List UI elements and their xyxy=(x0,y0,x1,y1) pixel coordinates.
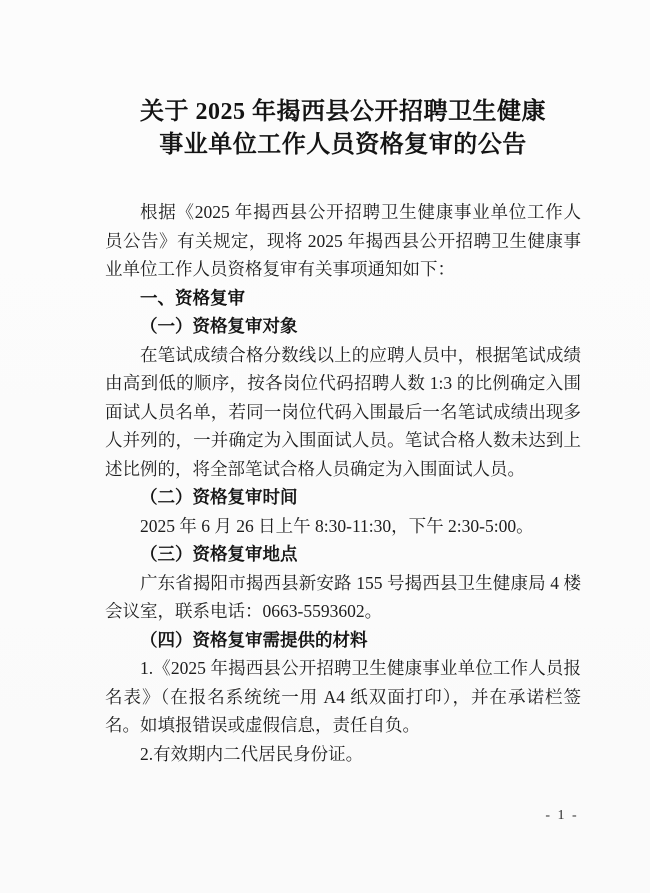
subsection-heading-materials: （四）资格复审需提供的材料 xyxy=(140,629,368,650)
paragraph-material-1: 1.《2025 年揭西县公开招聘卫生健康事业单位工作人员报名表》（在报名系统统一用 A4 纸双面打印），并在承诺栏签名。如填报错误或虚假信息，责任自负。 xyxy=(105,658,581,735)
paragraph-target-detail: 在笔试成绩合格分数线以上的应聘人员中，根据笔试成绩由高到低的顺序，按各岗位代码招聘人数 1:3 的比例确定入围面试人员名单，若同一岗位代码入围最后一名笔试成绩出现多人并列的，一并确定为入围面试人员。笔试合格人数未达到上述比例的，将全部笔试合格人员确定为入围面试人员。 xyxy=(105,344,581,479)
document-title xyxy=(105,96,581,162)
paragraph-time-detail: 2025 年 6 月 26 日上午 8:30-11:30，下午 2:30-5:00。 xyxy=(140,515,534,536)
subsection-heading-place: （三）资格复审地点 xyxy=(140,544,298,564)
title-line-1: 关于 2025 年揭西县公开招聘卫生健康 xyxy=(140,99,546,125)
paragraph-material-2: 2.有效期内二代居民身份证。 xyxy=(140,743,364,764)
paragraph-intro: 根据《2025 年揭西县公开招聘卫生健康事业单位工作人员公告》有关规定，现将 2025 年揭西县公开招聘卫生健康事业单位工作人员资格复审有关事项通知如下： xyxy=(105,202,581,279)
section-heading-review: 一、资格复审 xyxy=(140,287,245,308)
subsection-heading-time: （二）资格复审时间 xyxy=(140,487,298,507)
subsection-heading-target: （一）资格复审对象 xyxy=(140,316,298,336)
paragraph-place-detail: 广东省揭阳市揭西县新安路 155 号揭西县卫生健康局 4 楼会议室，联系电话：0663-5593602。 xyxy=(105,572,581,621)
document-body xyxy=(105,198,581,768)
title-line-2: 事业单位工作人员资格复审的公告 xyxy=(159,132,527,158)
page-number: - 1 - xyxy=(545,808,579,823)
